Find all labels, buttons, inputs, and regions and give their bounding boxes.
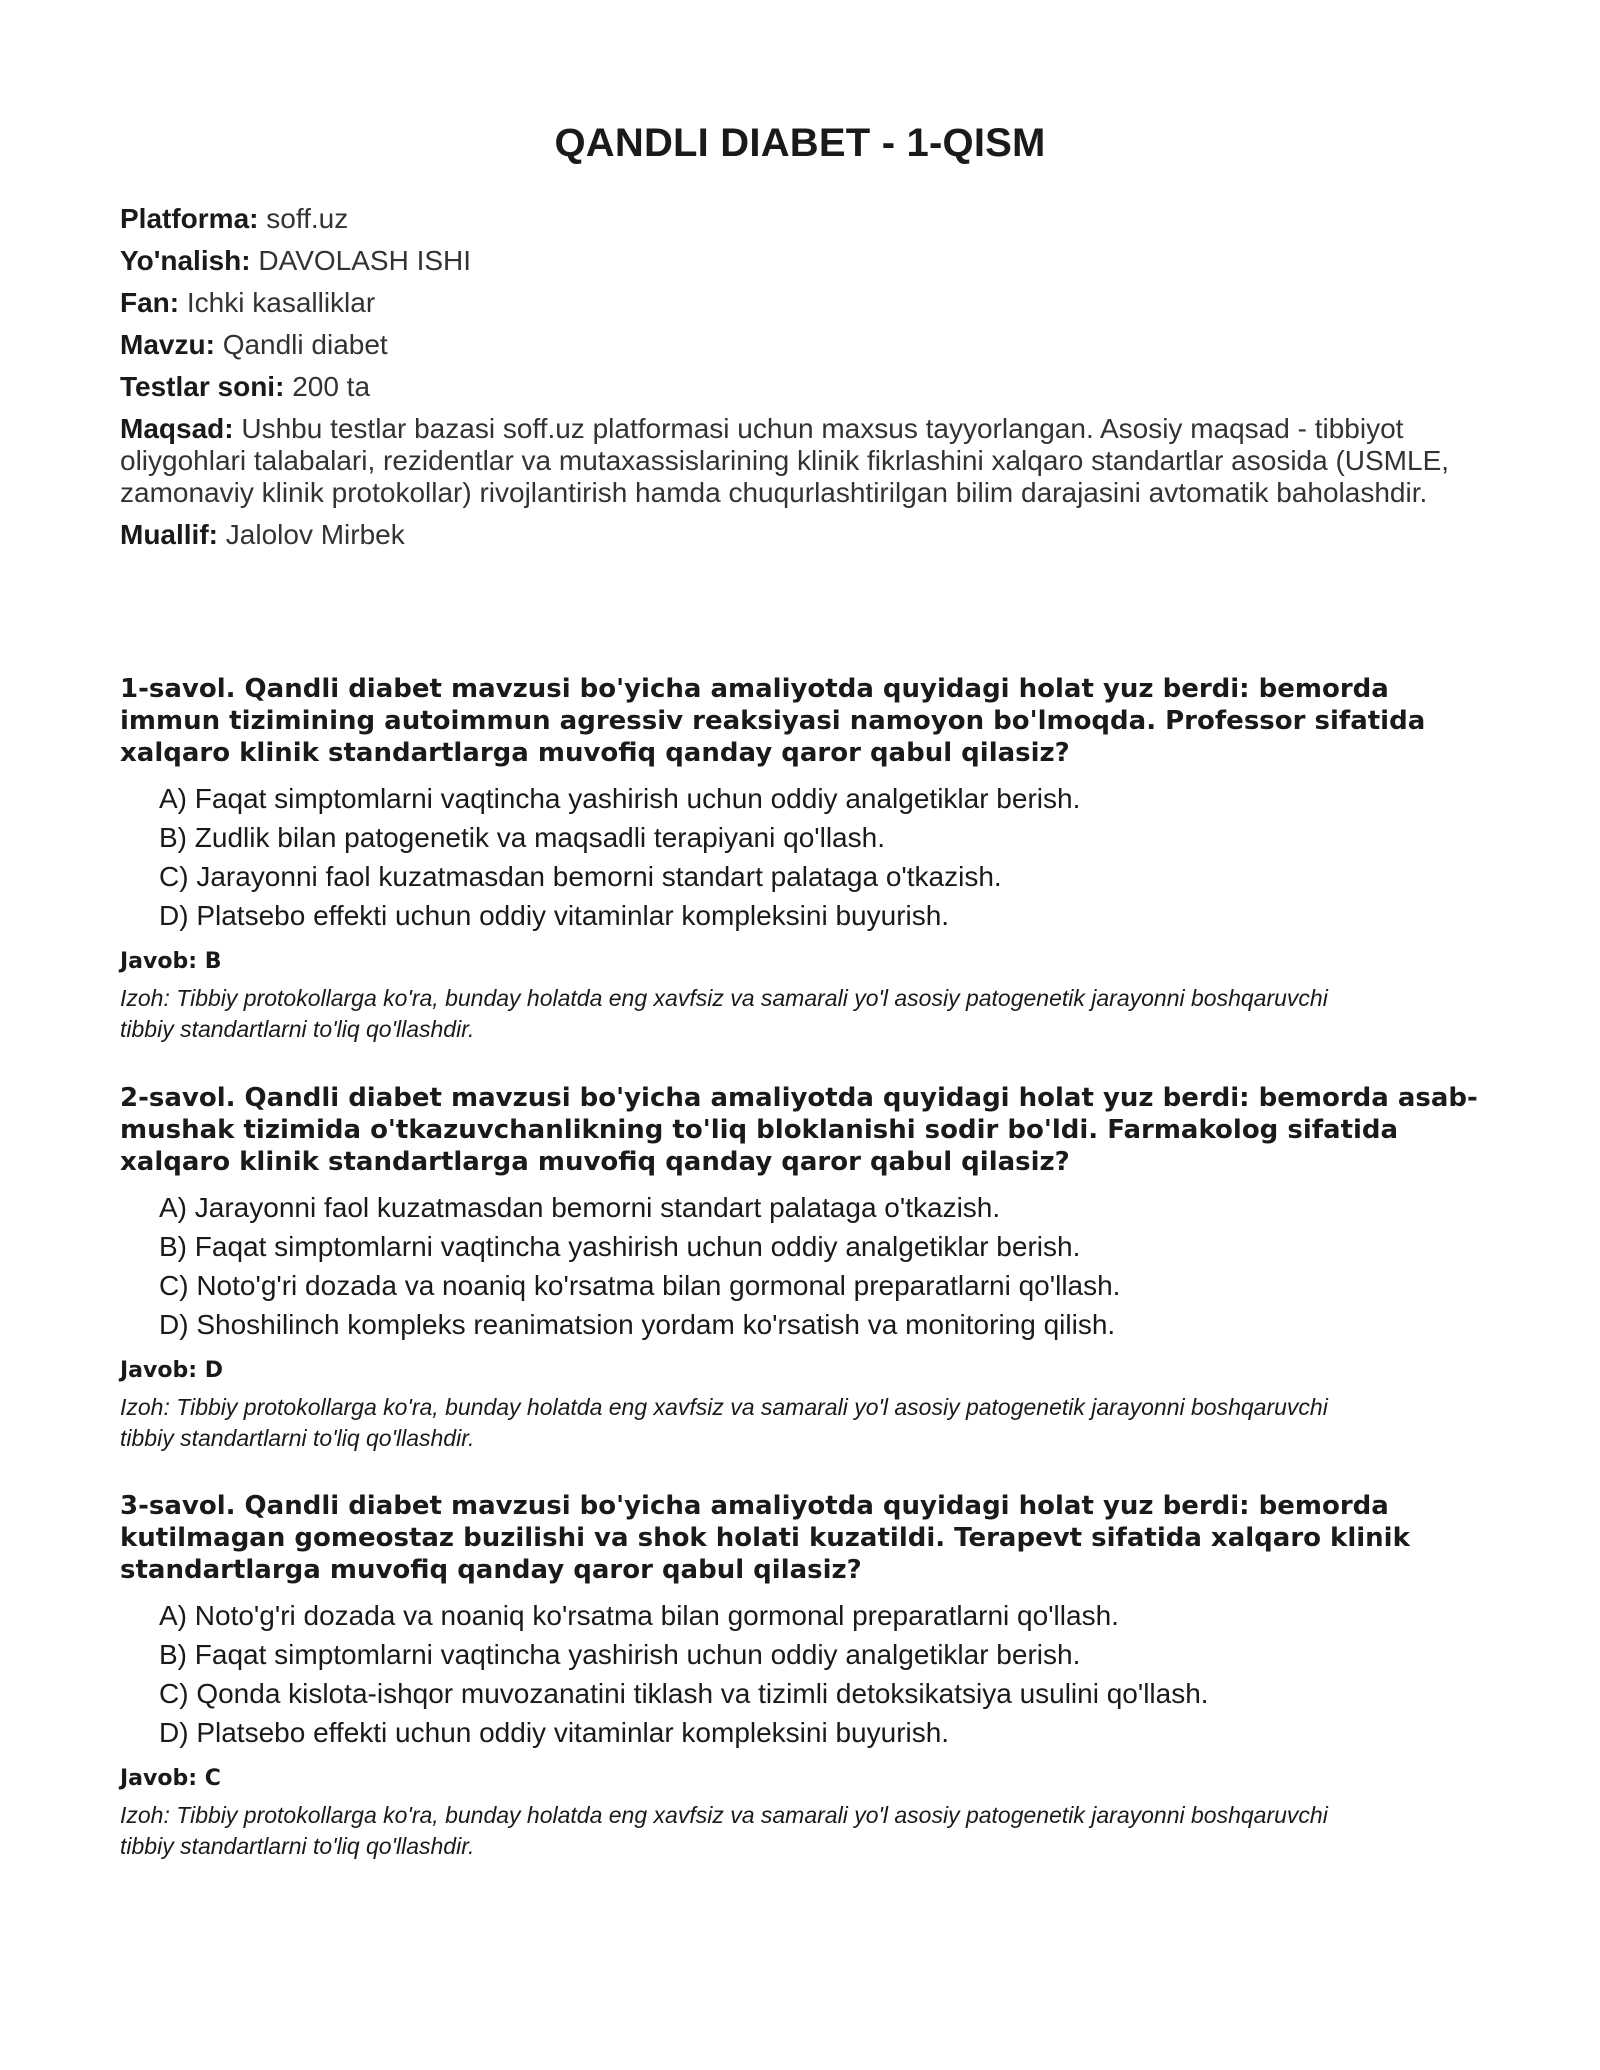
option-b: B) Zudlik bilan patogenetik va maqsadli terapiyani qo'llash. xyxy=(159,822,885,853)
meta-topic xyxy=(120,329,1480,361)
correct-answer: Javob: B xyxy=(120,949,222,974)
meta-author xyxy=(120,519,1480,551)
document-metadata xyxy=(120,203,1480,561)
meta-author-value: Jalolov Mirbek xyxy=(225,519,405,550)
option-a: A) Jarayonni faol kuzatmasdan bemorni standart palataga o'tkazish. xyxy=(159,1192,1001,1223)
meta-test-count-value: 200 ta xyxy=(292,371,371,402)
meta-purpose xyxy=(120,413,1480,509)
meta-author-label: Muallif: xyxy=(120,519,218,550)
meta-purpose-label: Maqsad: xyxy=(120,413,234,444)
meta-topic-label: Mavzu: xyxy=(120,329,215,360)
meta-topic-value: Qandli diabet xyxy=(222,329,388,360)
answer-options xyxy=(120,779,1480,935)
option-c: C) Jarayonni faol kuzatmasdan bemorni standart palataga o'tkazish. xyxy=(159,861,1002,892)
meta-direction xyxy=(120,245,1480,277)
question-2 xyxy=(120,1082,1480,1454)
option-a: A) Faqat simptomlarni vaqtincha yashirish uchun oddiy analgetiklar berish. xyxy=(159,783,1081,814)
option-d: D) Platsebo effekti uchun oddiy vitaminlar kompleksini buyurish. xyxy=(159,1717,950,1748)
meta-platform-label: Platforma: xyxy=(120,203,259,234)
option-b: B) Faqat simptomlarni vaqtincha yashirish uchun oddiy analgetiklar berish. xyxy=(159,1231,1081,1262)
option-b: B) Faqat simptomlarni vaqtincha yashirish uchun oddiy analgetiklar berish. xyxy=(159,1639,1081,1670)
question-text: 1-savol. Qandli diabet mavzusi bo'yicha amaliyotda quyidagi holat yuz berdi: bemorda immun tizimining autoimmun agressiv reaksiyasi namoyon bo'lmoqda. Professor sifatida xalqaro klinik standartlarga muvofiq qanday qaror qabul qilasiz? xyxy=(120,674,1426,768)
meta-direction-value: DAVOLASH ISHI xyxy=(258,245,472,276)
question-3 xyxy=(120,1490,1480,1862)
answer-explanation: Izoh: Tibbiy protokollarga ko'ra, bunday holatda eng xavfsiz va samarali yo'l asosiy patogenetik jarayonni boshqaruvchi tibbiy standartlarni to'liq qo'llashdir. xyxy=(120,985,1328,1042)
question-text: 3-savol. Qandli diabet mavzusi bo'yicha amaliyotda quyidagi holat yuz berdi: bemorda kutilmagan gomeostaz buzilishi va shok holati kuzatildi. Terapevt sifatida xalqaro klinik standartlarga muvofiq qanday qaror qabul qilasiz? xyxy=(120,1491,1410,1585)
correct-answer: Javob: C xyxy=(120,1766,221,1791)
option-a: A) Noto'g'ri dozada va noaniq ko'rsatma bilan gormonal preparatlarni qo'llash. xyxy=(159,1600,1119,1631)
correct-answer: Javob: D xyxy=(120,1358,223,1383)
meta-direction-label: Yo'nalish: xyxy=(120,245,251,276)
option-c: C) Qonda kislota-ishqor muvozanatini tiklash va tizimli detoksikatsiya usulini qo'llash. xyxy=(159,1678,1209,1709)
meta-purpose-value: Ushbu testlar bazasi soff.uz platformasi uchun maxsus tayyorlangan. Asosiy maqsad - tibbiyot oliygohlari talabalari, rezidentlar va mutaxassislarining klinik fikrlashini xalqaro standartlar asosida (USMLE, zamonaviy klinik protokollar) rivojlantirish hamda chuqurlashtirilgan bilim darajasini avtomatik baholashdir. xyxy=(120,413,1450,508)
question-1 xyxy=(120,673,1480,1045)
answer-explanation: Izoh: Tibbiy protokollarga ko'ra, bunday holatda eng xavfsiz va samarali yo'l asosiy patogenetik jarayonni boshqaruvchi tibbiy standartlarni to'liq qo'llashdir. xyxy=(120,1394,1328,1451)
answer-explanation: Izoh: Tibbiy protokollarga ko'ra, bunday holatda eng xavfsiz va samarali yo'l asosiy patogenetik jarayonni boshqaruvchi tibbiy standartlarni to'liq qo'llashdir. xyxy=(120,1802,1328,1859)
meta-platform-value: soff.uz xyxy=(266,203,349,234)
option-d: D) Platsebo effekti uchun oddiy vitaminlar kompleksini buyurish. xyxy=(159,900,950,931)
option-d: D) Shoshilinch kompleks reanimatsion yordam ko'rsatish va monitoring qilish. xyxy=(159,1309,1116,1340)
answer-options xyxy=(120,1188,1480,1344)
meta-platform xyxy=(120,203,1480,235)
answer-options xyxy=(120,1596,1480,1752)
option-c: C) Noto'g'ri dozada va noaniq ko'rsatma bilan gormonal preparatlarni qo'llash. xyxy=(159,1270,1121,1301)
meta-test-count-label: Testlar soni: xyxy=(120,371,285,402)
question-text: 2-savol. Qandli diabet mavzusi bo'yicha amaliyotda quyidagi holat yuz berdi: bemorda asab-mushak tizimida o'tkazuvchanlikning to'liq bloklanishi sodir bo'ldi. Farmakolog sifatida xalqaro klinik standartlarga muvofiq qanday qaror qabul qilasiz? xyxy=(120,1083,1478,1177)
meta-subject-value: Ichki kasalliklar xyxy=(186,287,376,318)
document-title: QANDLI DIABET - 1-QISM xyxy=(554,121,1046,165)
meta-subject xyxy=(120,287,1480,319)
meta-test-count xyxy=(120,371,1480,403)
meta-subject-label: Fan: xyxy=(120,287,180,318)
